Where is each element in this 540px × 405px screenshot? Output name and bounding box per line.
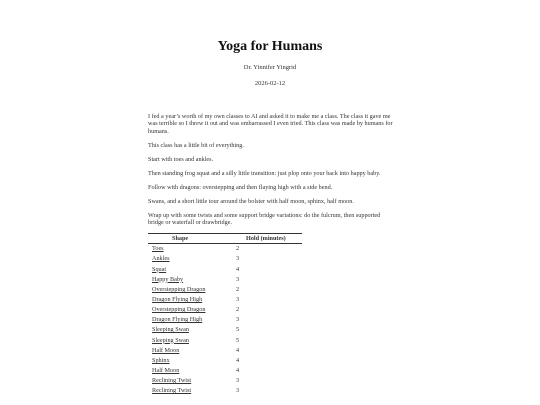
hold-minutes-cell: 2 — [236, 306, 240, 314]
pose-name-cell — [148, 386, 236, 396]
pose-link[interactable]: Dragon Flying High — [152, 316, 203, 324]
pose-name-cell — [148, 315, 236, 325]
table-row — [148, 305, 302, 315]
pose-link[interactable]: Half Moon — [152, 346, 180, 354]
hold-minutes-cell: 2 — [236, 245, 240, 253]
column-header-hold: Hold (minutes) — [236, 234, 302, 244]
pose-name-cell — [148, 366, 236, 376]
paragraph: Then standing frog squat and a silly little transition: just plop onto your back into happy baby. — [148, 169, 381, 177]
hold-minutes-cell: 3 — [236, 387, 240, 395]
page-title: Yoga for Humans — [217, 39, 323, 54]
paragraph: Start with toes and ankles. — [148, 155, 214, 163]
table-row — [148, 376, 302, 386]
table-row — [148, 356, 302, 366]
hold-minutes-cell: 3 — [236, 255, 240, 263]
pose-link[interactable]: Overstepping Dragon — [152, 306, 206, 314]
pose-name-cell — [148, 244, 236, 255]
pose-link[interactable]: Toes — [152, 245, 164, 253]
table-row — [148, 325, 302, 335]
pose-name-cell — [148, 265, 236, 275]
pose-name-cell — [148, 285, 236, 295]
table-row — [148, 366, 302, 376]
pose-name-cell — [148, 275, 236, 285]
table-body — [148, 244, 302, 397]
pose-name-cell — [148, 254, 236, 264]
pose-link[interactable]: Overstepping Dragon — [152, 285, 206, 293]
table-header-row — [148, 234, 302, 244]
publish-date: 2026-02-12 — [254, 80, 286, 87]
pose-name-cell — [148, 376, 236, 386]
pose-link[interactable]: Squat — [152, 265, 167, 273]
pose-name-cell — [148, 325, 236, 335]
pose-link[interactable]: Ankles — [152, 255, 170, 263]
hold-minutes-cell: 3 — [236, 296, 240, 303]
pose-name-cell — [148, 295, 236, 305]
pose-link[interactable]: Sleeping Swan — [152, 336, 189, 344]
paragraph: Swans, and a short little tour around the bolster with half moon, sphinx, half moon. — [148, 197, 354, 205]
hold-minutes-cell: 3 — [236, 316, 240, 324]
pose-link[interactable]: Reclining Twist — [152, 387, 192, 395]
pose-link[interactable]: Happy Baby — [152, 275, 184, 283]
table-row — [148, 265, 302, 275]
hold-minutes-cell: 4 — [236, 346, 240, 354]
hold-minutes-cell: 4 — [236, 367, 240, 375]
hold-minutes-cell: 4 — [236, 265, 240, 273]
pose-link[interactable]: Sleeping Swan — [152, 326, 189, 334]
pose-name-cell — [148, 336, 236, 346]
table-row — [148, 315, 302, 325]
table-row — [148, 346, 302, 356]
paragraph: Follow with dragons: overstepping and then flaying high with a side bend. — [148, 183, 333, 191]
pose-link[interactable]: Reclining Twist — [152, 377, 192, 385]
pose-link[interactable]: Half Moon — [152, 367, 180, 375]
table-row — [148, 275, 302, 285]
table-row — [148, 295, 302, 305]
paragraph: This class has a little bit of everything. — [148, 141, 244, 149]
pose-name-cell — [148, 356, 236, 366]
table-row — [148, 244, 302, 255]
author-name: Dr. Yinnifer Yingrid — [243, 64, 297, 71]
table-row — [148, 336, 302, 346]
column-header-shape: Shape — [148, 234, 236, 244]
hold-minutes-cell: 3 — [236, 275, 240, 283]
intro-paragraph: I fed a year’s worth of my own classes to AI and asked it to make me a class. The class it gave me was terrible so I threw it out and was embarrassed I even tried. This class was made by humans for humans. — [148, 113, 393, 135]
hold-minutes-cell: 5 — [236, 336, 240, 344]
pose-name-cell — [148, 346, 236, 356]
paragraph: Wrap up with some twists and some support bridge variations: do the fulcrum, then supported bridge or waterfall or drawbridge. — [148, 211, 381, 227]
hold-minutes-cell: 5 — [236, 326, 240, 334]
pose-link[interactable]: Sphinx — [152, 356, 170, 364]
table-row — [148, 254, 302, 264]
hold-minutes-cell: 2 — [236, 285, 240, 293]
hold-minutes-cell: 3 — [236, 377, 240, 385]
document-body — [148, 113, 396, 397]
poses-table — [148, 233, 302, 396]
table-row — [148, 386, 302, 396]
hold-minutes-cell: 4 — [236, 356, 240, 364]
table-row — [148, 285, 302, 295]
pose-name-cell — [148, 305, 236, 315]
pose-link[interactable]: Dragon Flying High — [152, 296, 203, 303]
